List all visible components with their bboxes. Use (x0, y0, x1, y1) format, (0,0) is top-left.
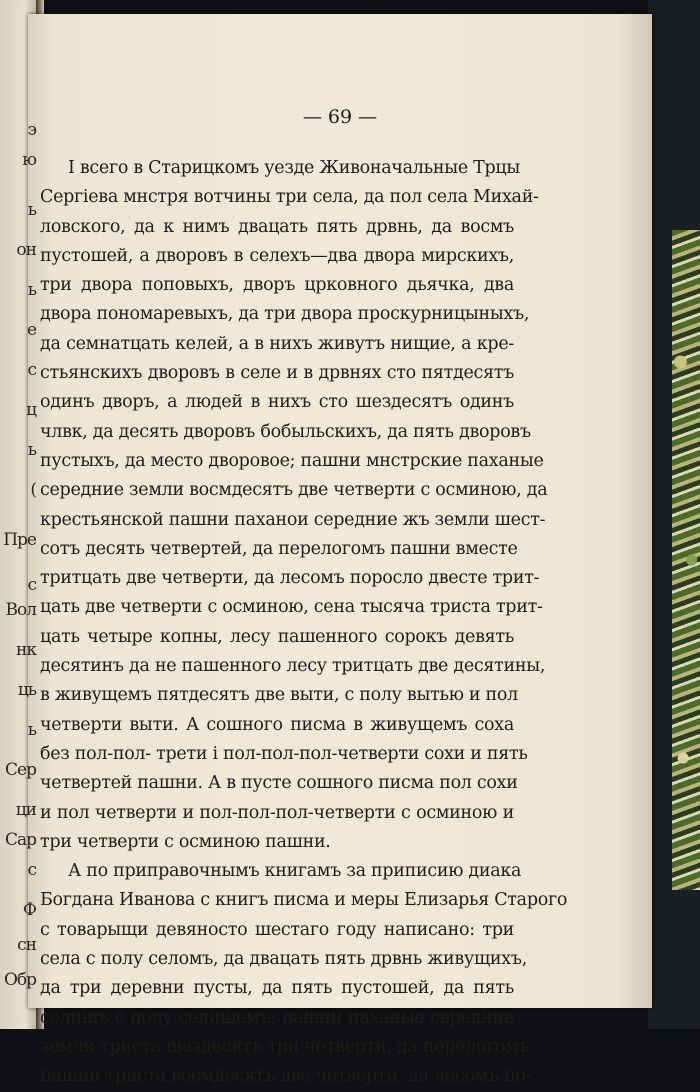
book-page (28, 14, 652, 1087)
marbled-endpaper (672, 230, 700, 890)
text-line: пустошей, а дворовъ в селехъ—два двора мирскихъ, (40, 245, 514, 266)
left-page-fragment: Пре (3, 530, 36, 550)
text-line: цать четыре копны, лесу пашенного сорокъ девять (40, 626, 514, 647)
text-line: десятинъ да не пашенного лесу тритцать две десятины, (40, 656, 546, 677)
left-page-fragment: сн (17, 935, 36, 955)
left-page-fragment: ь (27, 280, 36, 300)
paragraph (40, 857, 568, 1091)
page-text (40, 154, 568, 1092)
left-page-fragment: нк (16, 640, 36, 660)
text-line: двора пономаревыхъ, да три двора проскурницыныхъ, (40, 304, 530, 325)
text-line: и пол четверти и пол-пол-пол-четверти с осминою и (40, 802, 514, 823)
left-page-fragment: ю (22, 150, 36, 170)
left-page-fragment: е (26, 320, 36, 340)
left-page-fragment: с (27, 860, 36, 880)
text-line: А по приправочнымъ книгамъ за приписию диака (68, 861, 522, 882)
text-line: І всего в Старицкомъ уезде Живоначальные Трцы (68, 158, 520, 178)
left-page-fragment: Обр (3, 970, 36, 990)
left-page-fragment: ць (17, 680, 36, 700)
paragraph (40, 154, 548, 857)
left-page-fragment: Сар (4, 830, 36, 850)
text-line: в живущемъ пятдесятъ две выти, с полу вытью и пол (40, 685, 518, 706)
left-page-fragment: Сер (5, 760, 36, 780)
text-line: четвертей пашни. А в пусте сошного писма пол сохи (40, 773, 518, 794)
left-page-fragment: ци (15, 800, 36, 820)
left-page-fragment: ь (27, 200, 36, 220)
text-line: без пол-пол- трети і пол-пол-пол-четверти сохи и пять (40, 743, 528, 764)
text-line: четверти выти. А сошного писма в живущемъ соха (40, 714, 514, 735)
text-line: крестьянской пашни паханои середние жъ земли шест- (40, 509, 546, 530)
text-line: середние земли восмдесятъ две четверти с осминою, да (40, 480, 548, 501)
left-page-fragment: Ф (22, 900, 36, 920)
text-line: тритцать две четверти, да лесомъ поросло двесте трит- (40, 568, 540, 589)
left-page-fragment: Вол (5, 600, 36, 620)
page-number: — 69 — (302, 106, 378, 128)
text-line: да семнатцать келей, а в нихъ живутъ нищие, а кре- (40, 333, 514, 354)
text-line: да три деревни пусты, да пять пустошей, да пять (40, 978, 514, 999)
text-line: одинъ дворъ, а людей в нихъ сто шездесятъ одинъ (40, 392, 514, 413)
text-line: сотъ десять четвертей, да перелогомъ пашни вместе (40, 538, 518, 559)
text-line: с товарыщи девяносто шестагo году написано: три (40, 919, 514, 940)
text-line: цать две четверти с осминою, сена тысяча триста трит- (40, 597, 543, 618)
text-line: села с полу селомъ, да двацать пять дрвнь живущихъ, (40, 949, 527, 970)
text-line: члвк, да десять дворовъ бобыльскихъ, да пять дворовъ (40, 421, 531, 442)
text-line: стьянскихъ дворовъ в селе и в дрвнях сто пятдесятъ (40, 363, 514, 384)
left-page-fragment: ь (27, 440, 36, 460)
text-line: селищъ с полу селищемъ; пашни паханые середние (40, 1007, 514, 1028)
text-line: пустыхъ, да место дворовое; пашни мнстрские паханые (40, 450, 544, 471)
left-page-fragment: он (16, 240, 36, 260)
left-page-fragment: ц (26, 400, 36, 420)
text-line: пашни триста восмдесятъ две четверти, да лесомъ по- (40, 1066, 532, 1087)
left-page-fragment: ( (30, 480, 36, 500)
text-line: три двора поповыхъ, дворъ црковного дьячка, два (40, 275, 514, 296)
left-page-fragment: ь (27, 720, 36, 740)
text-line: Богдана Иванова с книгъ писма и меры Елизарья Старого (40, 890, 568, 911)
text-line: земли триста шездесятъ три четверти, да перелогомъ (40, 1036, 530, 1057)
text-line: ловского, да к нимъ двацать пять дрвнь, да восмъ (40, 216, 514, 237)
left-page-fragment: э (27, 120, 36, 140)
left-page-fragment: с (27, 575, 36, 595)
text-line: Сергiева мнстря вотчины три села, да пол села Михай- (40, 187, 539, 208)
left-page-fragment: с (27, 360, 36, 380)
text-line: три четверти с осминою пашни. (40, 831, 331, 852)
